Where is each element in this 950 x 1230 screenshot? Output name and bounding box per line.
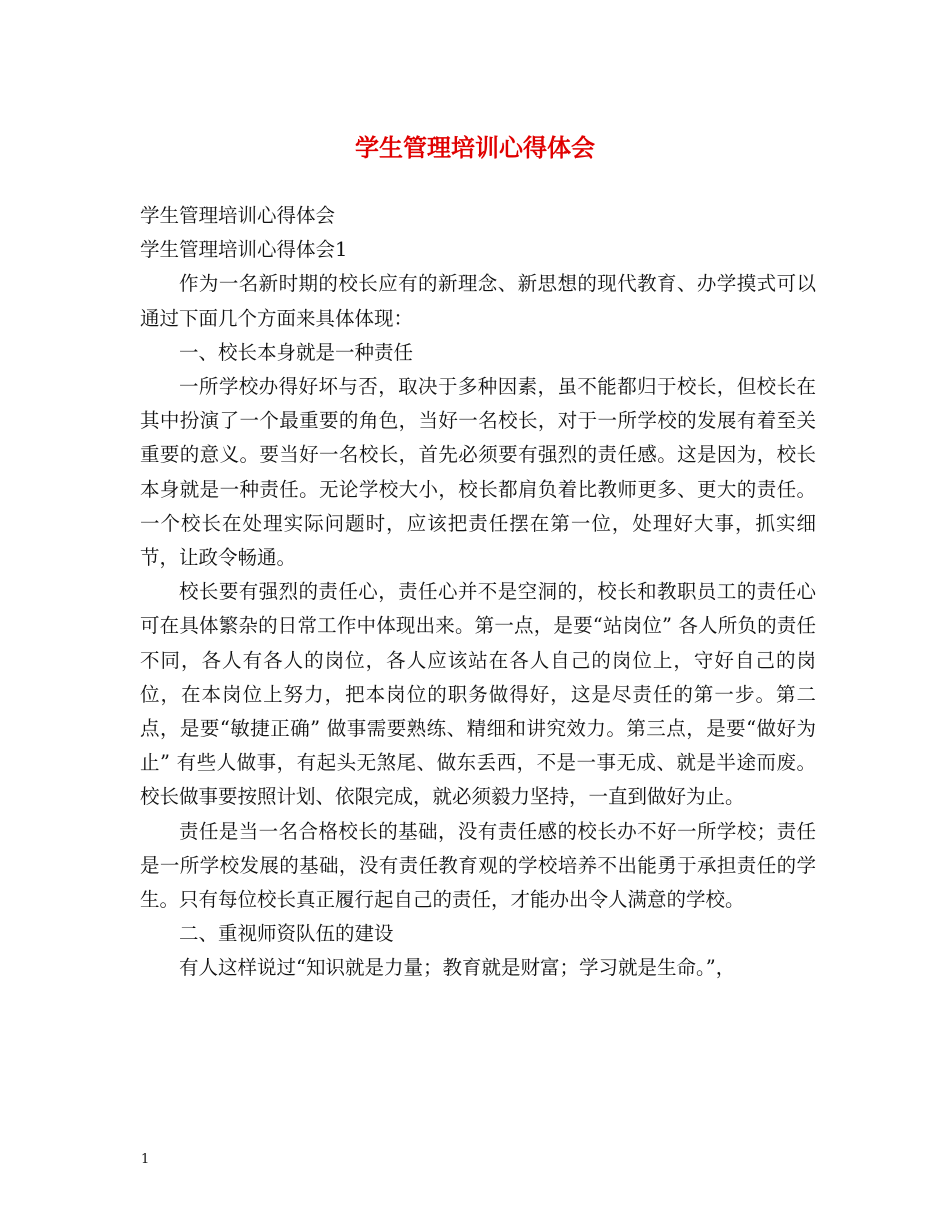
paragraph: 学生管理培训心得体会: [140, 204, 336, 227]
page-number: 1: [141, 1152, 150, 1167]
section-heading: 一、校长本身就是一种责任: [179, 340, 414, 364]
paragraph: 校长要有强烈的责任心，责任心并不是空洞的，校长和教职员工的责任心可在具体繁杂的日常工作中体现出来。第一点，是要“站岗位” 各人所负的责任不同，各人有各人的岗位，各人应该站在各人自己的岗位上，守好自己的岗位，在本岗位上努力，把本岗位的职务做得好，这是尽责任的第一步。第二点，是要“敏捷正确” 做事需要熟练、精细和讲究效力。第三点，是要“做好为止” 有些人做事，有起头无煞尾、做东丢西，不是一事无成、就是半途而废。校长做事要按照计划、依限完成，就必须毅力坚持，一直到做好为止。: [140, 580, 816, 809]
document-title: 学生管理培训心得体会: [355, 133, 595, 162]
document-body: [140, 199, 816, 986]
paragraph: 一所学校办得好坏与否，取决于多种因素，虽不能都归于校长，但校长在其中扮演了一个最重要的角色，当好一名校长，对于一所学校的发展有着至关重要的意义。要当好一名校长，首先必须要有强烈的责任感。这是因为，校长本身就是一种责任。无论学校大小，校长都肩负着比教师更多、更大的责任。一个校长在处理实际问题时，应该把责任摆在第一位，处理好大事，抓实细节，让政令畅通。: [140, 375, 816, 570]
paragraph: 作为一名新时期的校长应有的新理念、新思想的现代教育、办学摸式可以通过下面几个方面来具体体现：: [140, 272, 816, 330]
paragraph: 学生管理培训心得体会1: [140, 238, 348, 262]
paragraph: 责任是当一名合格校长的基础，没有责任感的校长办不好一所学校；责任是一所学校发展的基础，没有责任教育观的学校培养不出能勇于承担责任的学生。只有每位校长真正履行起自己的责任，才能办出令人满意的学校。: [140, 819, 816, 912]
section-heading: 二、重视师资队伍的建设: [179, 922, 394, 946]
paragraph: 有人这样说过“知识就是力量；教育就是财富；学习就是生命。”，: [179, 956, 736, 980]
